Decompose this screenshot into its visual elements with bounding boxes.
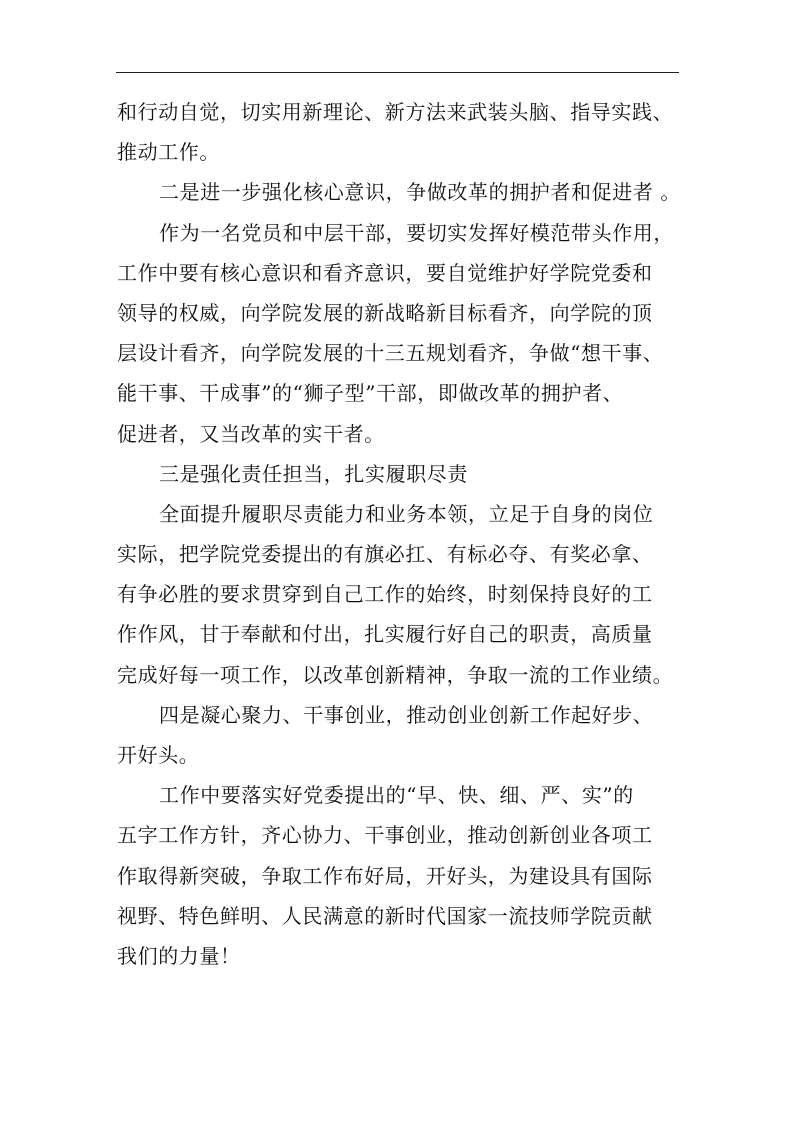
paragraph-line: 促进者，又当改革的实干者。 — [117, 421, 385, 446]
paragraph-line: 层设计看齐，向学院发展的十三五规划看齐，争做“想干事、 — [117, 341, 664, 366]
paragraph-line: 推动工作。 — [117, 140, 220, 165]
paragraph-line: 全面提升履职尽责能力和业务本领，立足于自身的岗位 — [159, 501, 654, 526]
section-heading: 三是强化责任担当，扎实履职尽责 — [159, 461, 468, 486]
paragraph-line: 工作中要有核心意识和看齐意识，要自觉维护好学院党委和 — [117, 260, 653, 285]
paragraph-line: 领导的权威，向学院发展的新战略新目标看齐，向学院的顶 — [117, 300, 653, 325]
document-body — [117, 92, 687, 976]
paragraph-line: 我们的力量！ — [117, 943, 241, 968]
paragraph-line: 视野、特色鲜明、人民满意的新时代国家一流技师学院贡献 — [117, 903, 653, 928]
section-heading: 二是进一步强化核心意识，争做改革的拥护者和促进者 。 — [159, 180, 681, 205]
paragraph-line: 开好头。 — [117, 743, 200, 767]
paragraph-line: 完成好每一项工作，以改革创新精神，争取一流的工作业绩。 — [117, 662, 674, 687]
paragraph-line: 和行动自觉，切实用新理论、新方法来武装头脑、指导实践、 — [117, 100, 674, 124]
paragraph-line: 作作风，甘于奉献和付出，扎实履行好自己的职责，高质量 — [117, 622, 653, 647]
paragraph-line: 作取得新突破，争取工作布好局，开好头，为建设具有国际 — [117, 863, 653, 888]
paragraph-line: 五字工作方针，齐心协力、干事创业，推动创新创业各项工 — [117, 823, 653, 848]
section-heading: 四是凝心聚力、干事创业，推动创业创新工作起好步、 — [159, 702, 654, 727]
paragraph-line: 实际，把学院党委提出的有旗必扛、有标必夺、有奖必拿、 — [117, 542, 653, 567]
paragraph-line: 有争必胜的要求贯穿到自己工作的始终，时刻保持良好的工 — [117, 582, 653, 607]
paragraph-line: 能干事、干成事”的“狮子型”干部，即做改革的拥护者、 — [117, 381, 624, 406]
paragraph-line: 工作中要落实好党委提出的“早、快、细、严、实”的 — [159, 783, 634, 808]
paragraph-line: 作为一名党员和中层干部，要切实发挥好模范带头作用， — [159, 220, 674, 245]
header-divider — [116, 72, 679, 73]
